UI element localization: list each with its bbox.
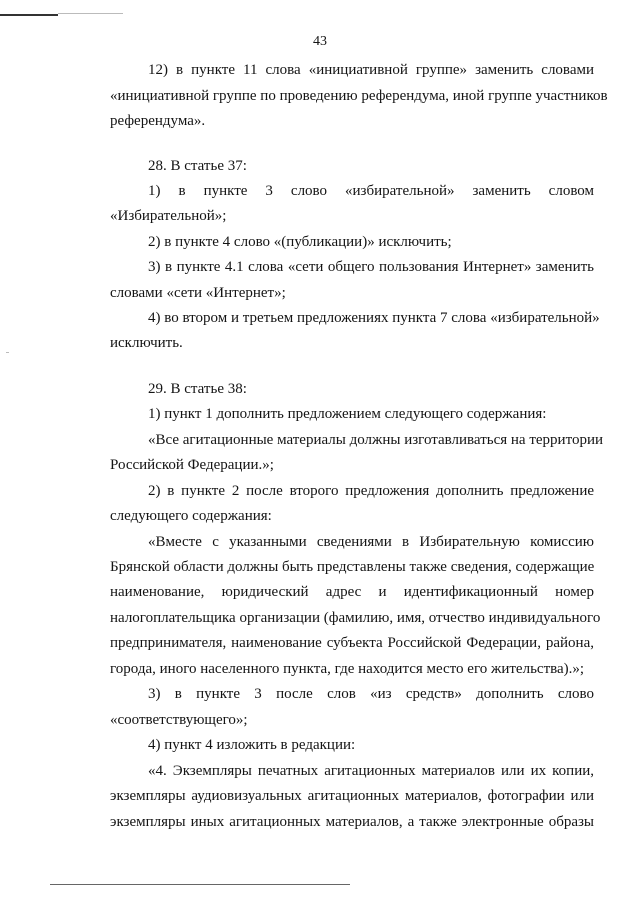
text-line: экземпляры иных агитационных материалов, а также электронные образы bbox=[110, 814, 594, 830]
text-line: Российской Федерации.»; bbox=[110, 457, 274, 473]
text-line: города, иного населенного пункта, где находится место его жительства).»; bbox=[110, 661, 585, 677]
text-line: 3) в пункте 4.1 слова «сети общего пользования Интернет» заменить bbox=[148, 259, 594, 275]
text-line: «Избирательной»; bbox=[110, 208, 227, 224]
scan-speck bbox=[6, 352, 9, 353]
text-line: 4) пункт 4 изложить в редакции: bbox=[148, 737, 356, 753]
text-line: исключить. bbox=[110, 335, 183, 351]
text-line: 2) в пункте 2 после второго предложения дополнить предложение bbox=[148, 483, 594, 499]
text-line: следующего содержания: bbox=[110, 508, 272, 524]
text-line: «Все агитационные материалы должны изготавливаться на территории bbox=[148, 432, 603, 448]
top-rule-light bbox=[58, 13, 123, 14]
text-line: предпринимателя, наименование субъекта Российской Федерации, района, bbox=[110, 635, 594, 651]
text-line: наименование, юридический адрес и идентификационный номер bbox=[110, 584, 594, 600]
page-number: 43 bbox=[313, 34, 327, 49]
text-line: «соответствующего»; bbox=[110, 712, 248, 728]
text-line: налогоплательщика организации (фамилию, имя, отчество индивидуального bbox=[110, 610, 601, 626]
text-line: 12) в пункте 11 слова «инициативной группе» заменить словами bbox=[148, 62, 594, 78]
text-line: 1) в пункте 3 слово «избирательной» заменить словом bbox=[148, 183, 594, 199]
text-line: референдума». bbox=[110, 113, 206, 129]
text-line: 1) пункт 1 дополнить предложением следующего содержания: bbox=[148, 406, 547, 422]
section-heading: 28. В статье 37: bbox=[148, 158, 247, 174]
top-rule-dark bbox=[0, 14, 58, 16]
section-heading: 29. В статье 38: bbox=[148, 381, 247, 397]
text-line: 2) в пункте 4 слово «(публикации)» исключить; bbox=[148, 234, 452, 250]
text-line: «Вместе с указанными сведениями в Избирательную комиссию bbox=[148, 534, 594, 550]
text-line: экземпляры аудиовизуальных агитационных материалов, фотографии или bbox=[110, 788, 594, 804]
text-line: словами «сети «Интернет»; bbox=[110, 285, 286, 301]
bottom-rule bbox=[50, 884, 350, 885]
text-line: «инициативной группе по проведению референдума, иной группе участников bbox=[110, 88, 608, 104]
text-line: 4) во втором и третьем предложениях пункта 7 слова «избирательной» bbox=[148, 310, 600, 326]
text-line: «4. Экземпляры печатных агитационных материалов или их копии, bbox=[148, 763, 594, 779]
text-line: Брянской области должны быть представлены также сведения, содержащие bbox=[110, 559, 595, 575]
text-line: 3) в пункте 3 после слов «из средств» дополнить слово bbox=[148, 686, 594, 702]
